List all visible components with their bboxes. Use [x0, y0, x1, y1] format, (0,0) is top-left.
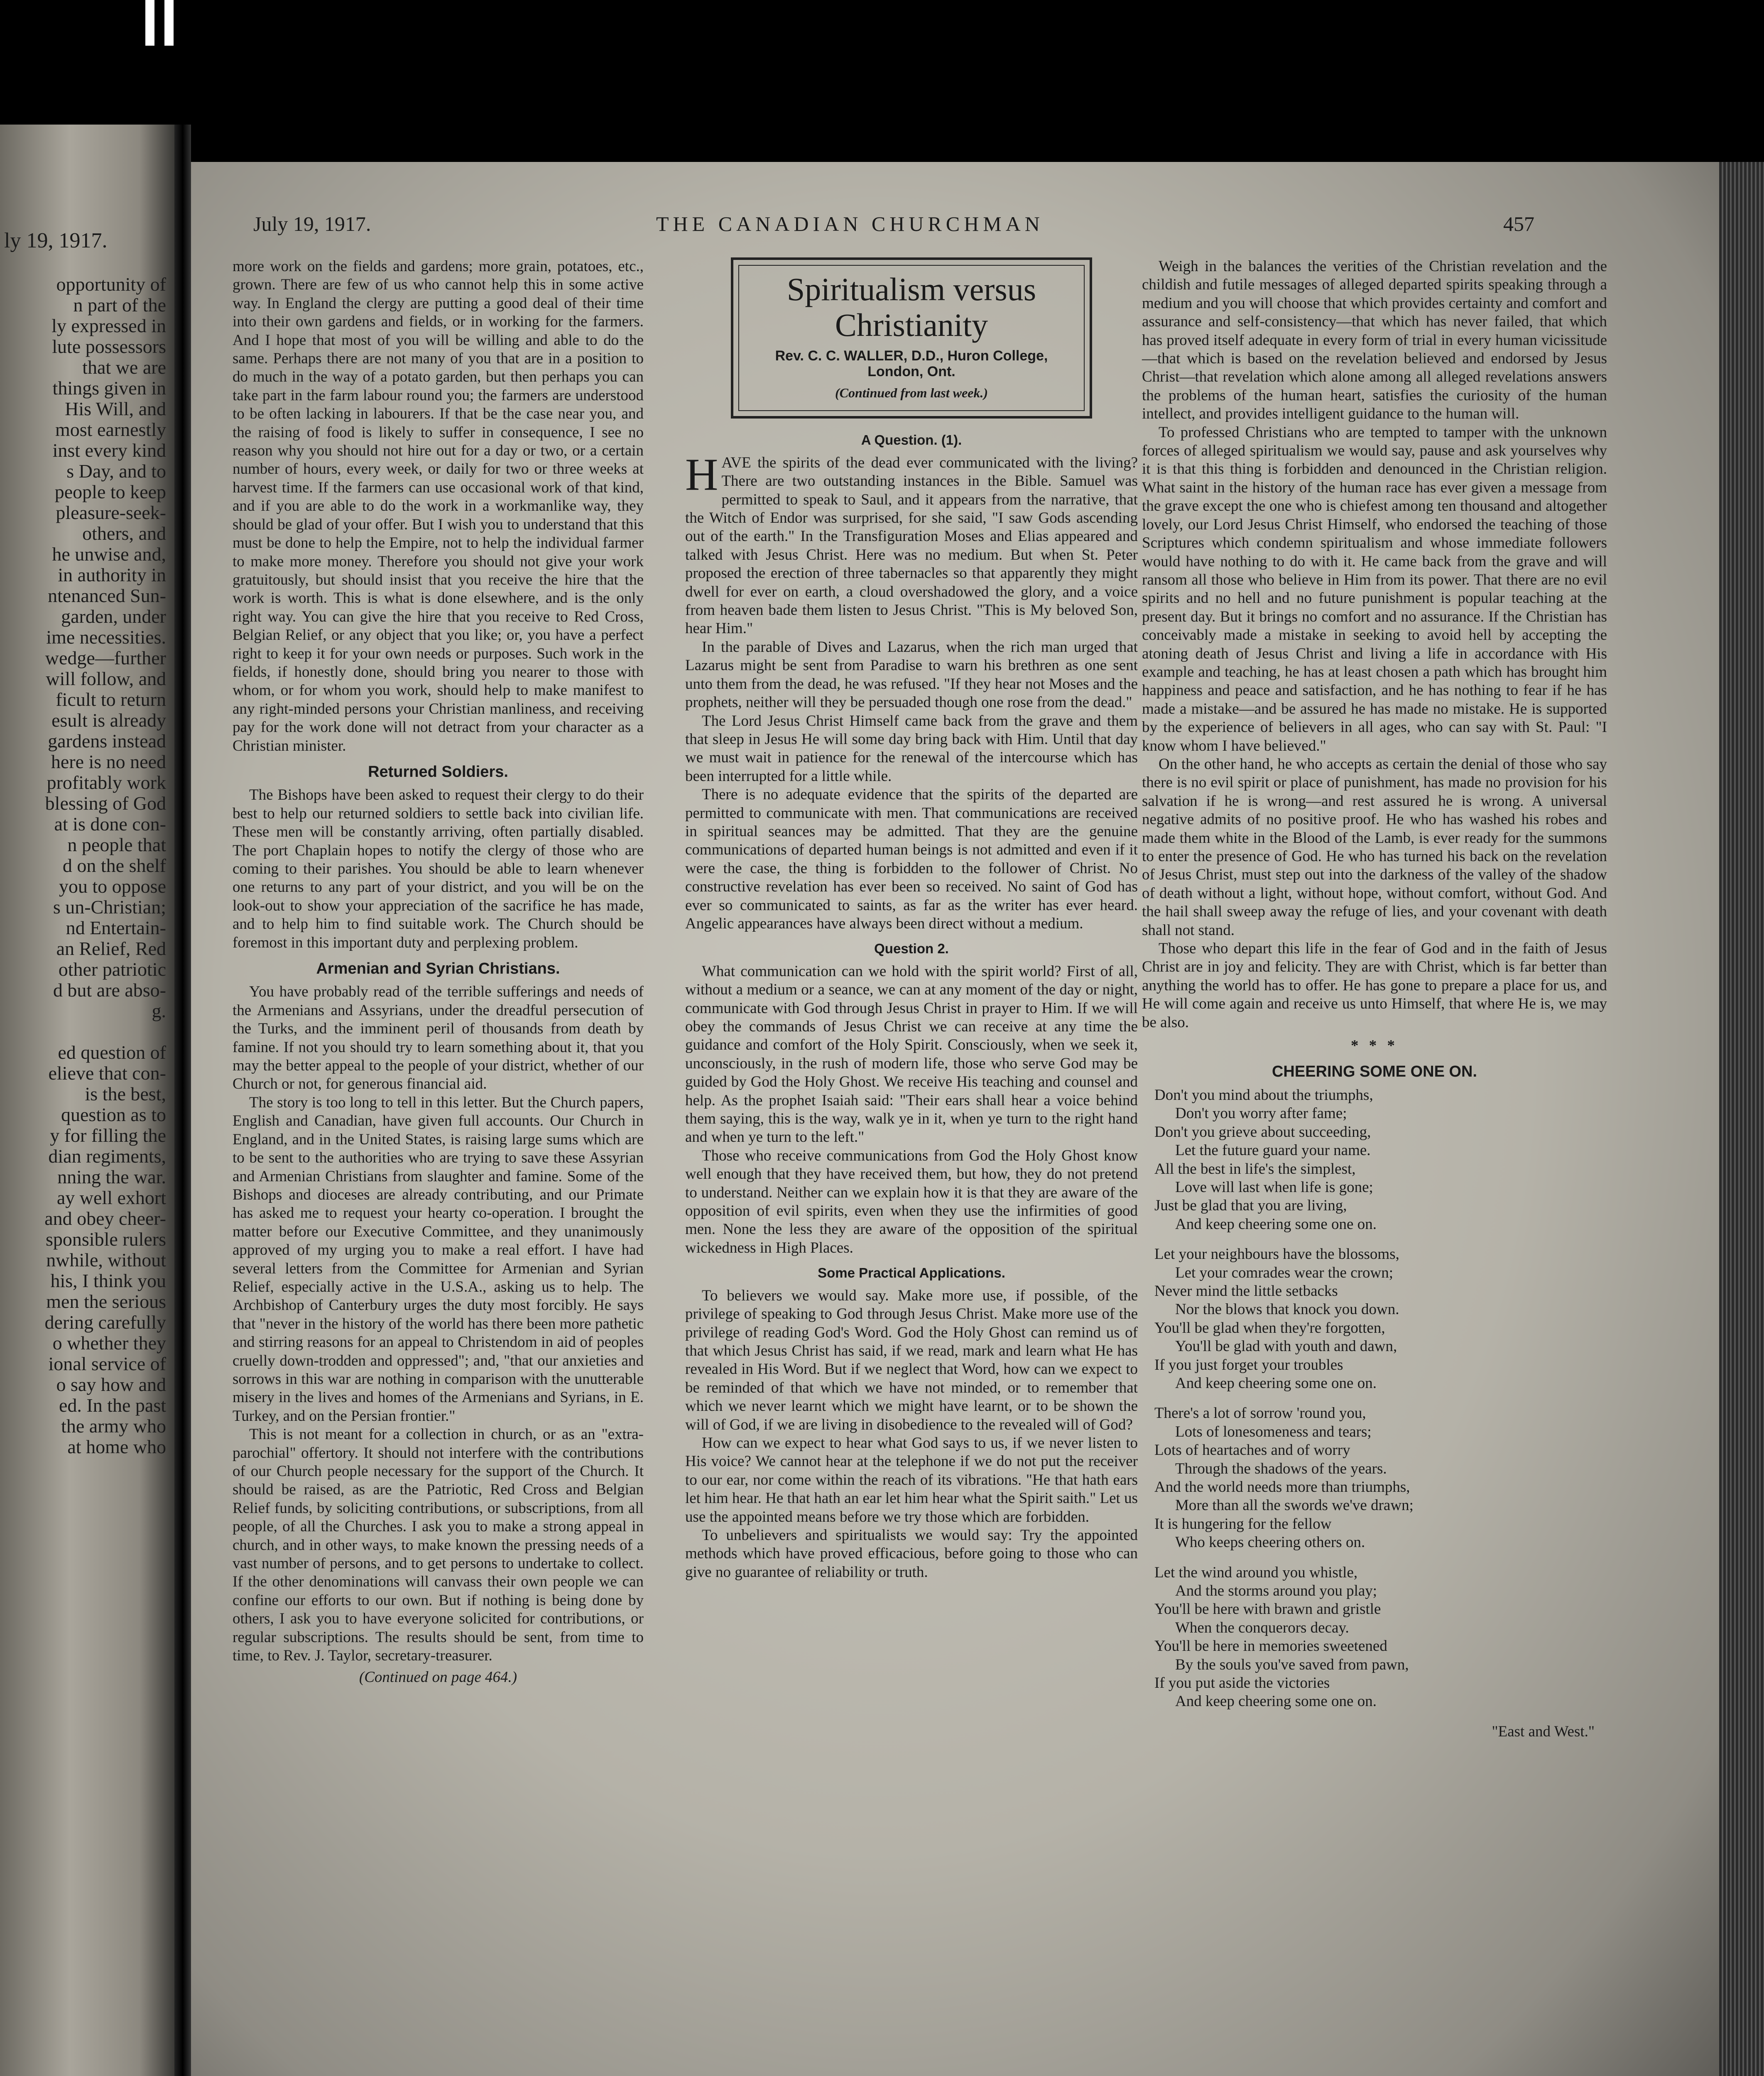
facing-page-line: the army who — [61, 1416, 166, 1437]
paragraph: To professed Christians who are tempted to tamper with the unknown forces of alleged spiritualism we would say, pause and ask yourselves why it is that this thing is forbidden and denounced in the Christian religion. What saint in the history of the human race has ever given a message from the grave except the one who is chiefest among ten thousand and altogether lovely, our Lord Jesus Christ Himself, who endorsed the teaching of those Scriptures which condemn spiritualism and whose immediate followers would have nothing to do with it. He came back from the grave and will ransom all those who believe in Him from its power. That there are no evil spirits and no hell and no future punishment is popular teaching at the present day. But it brings no comfort and no assurance. If the Christian has conceivably made a mistake in seeking to avoid hell by accepting the atoning death of Jesus Christ and living a life in accordance with His example and teaching, he has at least chosen a path which has brought him happiness and peace and satisfaction, and he has nothing to fear if he has made a mistake—and be assured he has made no mistake. He is supported by the experience of believers in all ages, who can say with St. Paul: "I know whom I have believed." — [1142, 424, 1607, 754]
facing-page-line: ed question of — [58, 1042, 166, 1063]
poem-line: Lots of heartaches and of worry — [1154, 1442, 1350, 1459]
poem-line: Just be glad that you are living, — [1154, 1197, 1347, 1214]
column-3 — [1142, 257, 1607, 1741]
col1-intro — [233, 257, 644, 755]
poem-line: Don't you worry after fame; — [1175, 1105, 1347, 1122]
header-title: THE CANADIAN CHURCHMAN — [656, 212, 1044, 235]
poem-line: And the storms around you play; — [1175, 1582, 1377, 1600]
poem-line: Don't you mind about the triumphs, — [1154, 1086, 1373, 1104]
facing-page-line: ficult to return — [56, 689, 166, 710]
heading-practical-applications: Some Practical Applications. — [818, 1265, 1005, 1281]
poem-line: It is hungering for the fellow — [1154, 1515, 1332, 1533]
facing-page-line: dering carefully — [44, 1312, 166, 1333]
paragraph: The Lord Jesus Christ Himself came back from the grave and them that sleep in Jesus He will some day bring back with Him. Until that day we must wait in patience for the renewal of the intercourse which has been interrupted for a little while. — [685, 712, 1138, 785]
paragraph: This is not meant for a collection in church, or as an "extra-parochial" offertory. It should not interfere with the contributions of our Church people necessary for the support of the Church. It should be raised, as are the Patriotic, Red Cross and Belgian Relief funds, by soliciting contributions, or subscriptions, from all people, of all the Churches. I ask you to make a strong appeal in church, and in other ways, to make known the pressing needs of a vast number of persons, and to get persons to undertake to collect. If the other denominations will canvass their own people we can confine our efforts to our own. But if nothing is being done by others, I ask you to have everyone solicited for contributions, or regular subscriptions. The results should be sent, from time to time, to Rev. J. Taylor, secretary-treasurer. — [233, 1426, 644, 1665]
col2-question-2 — [685, 962, 1138, 1258]
paragraph: Weigh in the balances the verities of the Christian revelation and the childish and futile messages of alleged departed spirits speaking through a medium and you will choose that which provides certainty and comfort and assurance and self-consistency—that which has never failed, that which has proved itself adequate in every form of trial in every human vicissitude—that which is based on the revelation believed and endorsed by Jesus Christ—that revelation which alone among all alleged revelations answers the problems of the human heart, satisfies the curiosity of the human intellect, and provides intelligent guidance to the human will. — [1142, 258, 1607, 423]
poem-line: By the souls you've saved from pawn, — [1175, 1656, 1409, 1673]
facing-page-line: wedge—further — [45, 648, 166, 668]
poem-stanza — [1154, 1086, 1607, 1234]
paragraph: The Bishops have been asked to request their clergy to do their best to help our returned soldiers to settle back into civilian life. These men will be constantly arriving, often partially disabled. The port Chaplain hopes to notify the clergy of those who are coming to their parishes. You should be able to learn whenever one returns to any part of your district, and you will be on the look-out to show your appreciation of the sacrifice he has made, and to help him to find suitable work. The Church should be foremost in this important duty and perplexing problem. — [233, 786, 644, 951]
facing-page-line: at is done con- — [54, 814, 166, 835]
paragraph: The story is too long to tell in this letter. But the Church papers, English and Canadian, have given full accounts. Our Church in England, and in the United States, is raising large sums which are to be sent to the authorities who are trying to save these Assyrian and Armenian Christians from slaughter and famine. Some of the Bishops and dioceses are already contributing, and our Primate has asked me to request your hearty co-operation. I brought the matter before our Executive Committee, and they unanimously approved of my urging you to make a real effort. I have had several letters from the Committee for Armenian and Syrian Relief, especially active in the U.S.A., asking us to help. The Archbishop of Canterbury urges the duty most forcibly. He says that "never in the history of the world has there been more pathetic and stirring reasons for an appeal to Christendom in aid of peoples cruelly down-trodden and oppressed"; and, "that our anxieties and sorrows in this war are nothing in comparison with the unutterable misery in the lives and homes of the Armenians and Syrians, in E. Turkey, and on the Persian frontier." — [233, 1094, 644, 1425]
poem-line: And the world needs more than triumphs, — [1154, 1479, 1410, 1496]
poem-line: Let the wind around you whistle, — [1154, 1564, 1358, 1581]
paragraph: Those who depart this life in the fear of God and in the faith of Jesus Christ are in joy and felicity. They are with Christ, which is far better than anything the world has to offer. He has gone to prepare a place for us, and He will come again and receive us unto Himself, that where He is, we may be also. — [1142, 940, 1607, 1031]
column-2 — [685, 257, 1138, 1581]
poem-stanza — [1154, 1404, 1607, 1552]
facing-page-header: ly 19, 1917. — [4, 229, 108, 252]
facing-page-line: question as to — [61, 1104, 166, 1125]
facing-page-line: an Relief, Red — [56, 938, 166, 959]
poem-line: Don't you grieve about succeeding, — [1154, 1123, 1371, 1141]
facing-page-line: will follow, and — [46, 668, 166, 689]
facing-page-line: ntenanced Sun- — [48, 585, 166, 606]
facing-page-line: gardens instead — [48, 731, 166, 752]
facing-page-line: nwhile, without — [46, 1250, 166, 1271]
facing-page-line: pleasure-seek- — [56, 502, 166, 523]
poem-line: Nor the blows that knock you down. — [1175, 1301, 1399, 1318]
facing-page-line: is the best, — [85, 1084, 166, 1104]
facing-page-line: elieve that con- — [48, 1063, 166, 1084]
facing-page-line: other patriotic — [58, 959, 166, 980]
paragraph: AVE the spirits of the dead ever communicated with the living? There are two outstanding instances in the Bible. Samuel was permitted to speak to Saul, and it appears from the narrative, that the Witch of Endor was surprised, for she said, "I saw Gods ascending out of the earth." In the Transfiguration Moses and Elias appeared and talked with Jesus Christ. Here was no medium. But when St. Peter proposed the erection of three tabernacles so that apparently they might dwell for ever on earth, a cloud overshadowed the glory, and a voice from heaven bade them listen to Jesus Christ. "This is My beloved Son, hear Him." — [685, 454, 1138, 637]
facing-page-text — [0, 274, 166, 1457]
facing-page-line: his, I think you — [50, 1271, 166, 1291]
poem-stanza — [1154, 1564, 1607, 1711]
facing-page-line: n people that — [67, 835, 166, 855]
poem-line: And keep cheering some one on. — [1175, 1215, 1377, 1233]
facing-page-line: ay well exhort — [56, 1187, 166, 1208]
poem-line: If you just forget your troubles — [1154, 1356, 1343, 1373]
film-marker — [164, 0, 174, 46]
page-header — [191, 212, 1719, 241]
facing-page-line: nd Entertain- — [66, 918, 166, 938]
facing-page-line: dian regiments, — [48, 1146, 166, 1167]
poem-line: Who keeps cheering others on. — [1175, 1534, 1365, 1551]
heading-returned-soldiers: Returned Soldiers. — [368, 763, 508, 781]
facing-page-line: lute possessors — [52, 336, 166, 357]
facing-page-line: d on the shelf — [62, 855, 166, 876]
col2-practical-applications — [685, 1287, 1138, 1582]
facing-page-line: others, and — [82, 523, 166, 544]
facing-page-line: y for filling the — [50, 1125, 166, 1146]
poem-line: More than all the swords we've drawn; — [1175, 1497, 1414, 1514]
poem-line: Lots of lonesomeness and tears; — [1175, 1423, 1372, 1440]
facing-page-line: inst every kind — [52, 440, 166, 461]
poem-attribution: "East and West." — [1492, 1723, 1595, 1740]
paragraph: In the parable of Dives and Lazarus, when the rich man urged that Lazarus might be sent from Paradise to warn his brethren as one sent unto them from the dead, he was refused. "If they hear not Moses and the prophets, neither will they be persuaded though one rose from the dead." — [685, 638, 1138, 711]
facing-page-line: s Day, and to — [66, 461, 166, 482]
facing-page — [0, 125, 174, 2076]
paragraph: To believers we would say. Make more use, if possible, of the privilege of speaking to God through Jesus Christ. Make more use of the privilege of reading God's Word. God the Holy Ghost can remind us of that which Jesus Christ has said, if we read, mark and learn what He has revealed in His Word. But if we neglect that Word, how can we expect to be reminded of that which we have not minded, or to remember that which we never learnt which we might have learnt, or to be shown the will of God, if we are living in disobedience to the revealed will of God? — [685, 1287, 1138, 1433]
section-divider: * * * — [1351, 1037, 1398, 1055]
poem-line: You'll be glad when they're forgotten, — [1154, 1319, 1385, 1337]
poem-title: CHEERING SOME ONE ON. — [1272, 1063, 1477, 1081]
poem-line: Never mind the little setbacks — [1154, 1282, 1338, 1300]
facing-page-line: esult is already — [51, 710, 166, 731]
newspaper-page — [191, 162, 1719, 2076]
continued-note: (Continued on page 464.) — [359, 1669, 517, 1686]
facing-page-line: men the serious — [46, 1291, 166, 1312]
col3-article-conclusion — [1142, 257, 1607, 1032]
facing-page-line: o say how and — [56, 1374, 166, 1395]
paragraph: There is no adequate evidence that the spirits of the departed are permitted to communicate with men. That communications are received in spiritual seances may be admitted. That they are the genuine communications of departed human beings is not admitted and even if it were the case, the thing is forbidden to the follower of Christ. No constructive revelation has ever been so received. No saint of God has ever so communicated to saints, as far as the writer has ever heard. Angelic appearances have always been direct without a medium. — [685, 786, 1138, 932]
article-author-location: London, Ont. — [867, 364, 956, 379]
article-author: Rev. C. C. WALLER, D.D., Huron College, — [775, 348, 1048, 364]
drop-cap: H — [685, 449, 718, 500]
poem-line: You'll be glad with youth and dawn, — [1175, 1338, 1397, 1355]
facing-page-line: nning the war. — [57, 1167, 166, 1187]
col2-question-1 — [685, 449, 1138, 933]
heading-question-1: A Question. (1). — [861, 432, 962, 448]
facing-page-line: most earnestly — [55, 419, 166, 440]
facing-page-line: g. — [152, 1001, 166, 1021]
poem-line: And keep cheering some one on. — [1175, 1693, 1377, 1710]
poem-line: When the conquerors decay. — [1175, 1619, 1349, 1636]
facing-page-line: ed. In the past — [59, 1395, 166, 1416]
facing-page-line: s un-Christian; — [53, 897, 166, 918]
column-1 — [233, 257, 644, 1687]
poem-line: And keep cheering some one on. — [1175, 1374, 1377, 1392]
poem-line: All the best in life's the simplest, — [1154, 1160, 1356, 1178]
facing-page-line: you to oppose — [59, 876, 166, 897]
film-marker — [145, 0, 154, 46]
paragraph: How can we expect to hear what God says to us, if we never listen to His voice? We cannot hear at the telephone if we do not put the receiver to our ear, nor come within the reach of its vibrations. "He that hath ears let him hear. He that hath an ear let him hear what the Spirit saith." Let us use the appointed means before we try those which are forbidden. — [685, 1434, 1138, 1525]
poem — [1142, 1086, 1607, 1711]
facing-page-line: profitably work — [47, 772, 166, 793]
facing-page-line: he unwise and, — [52, 544, 166, 565]
facing-page-line: blessing of God — [45, 793, 166, 814]
paragraph: Those who receive communications from God the Holy Ghost know well enough that they have received them, but how, they do not pretend to understand. Neither can we explain how it is that they are aware of the opposition of evil spirits, even when they use the infirmities of good men. None the less they are aware of the opposition of the spiritual wickedness in High Places. — [685, 1147, 1138, 1256]
col1-section-returned-soldiers — [233, 786, 644, 952]
facing-page-line: and obey cheer- — [44, 1208, 166, 1229]
facing-page-line: d but are abso- — [53, 980, 166, 1001]
facing-page-line — [0, 1021, 166, 1042]
page-edge — [1719, 162, 1764, 2076]
facing-page-line: garden, under — [61, 606, 166, 627]
facing-page-line: that we are — [82, 357, 166, 378]
heading-armenian-syrian: Armenian and Syrian Christians. — [316, 960, 560, 978]
header-date: July 19, 1917. — [253, 212, 371, 235]
facing-page-line: sponsible rulers — [45, 1229, 166, 1250]
paragraph: What communication can we hold with the spirit world? First of all, without a medium or a seance, we can at any moment of the day or night, communicate with God through Jesus Christ in prayer to Him. If we will obey the commands of Jesus Christ we can receive at any time the guidance and comfort of the Holy Spirit. Consciously, when we seek it, unconsciously, in the rush of modern life, those who serve God may be guided by God the Holy Ghost. We receive His teaching and counsel and help. As the prophet Isaiah said: "Their ears shall hear a voice behind them saying, this is the way, walk ye in it, when ye turn to the right hand and when ye turn to the left." — [685, 962, 1138, 1146]
article-title: Spiritualism versus Christianity — [786, 271, 1036, 343]
continued-from-note: (Continued from last week.) — [835, 385, 988, 400]
header-page-number: 457 — [1503, 212, 1534, 235]
poem-line: You'll be here in memories sweetened — [1154, 1638, 1387, 1655]
poem-line: If you put aside the victories — [1154, 1675, 1330, 1692]
facing-page-line: o whether they — [52, 1333, 166, 1354]
article-title-box — [731, 257, 1092, 419]
poem-line: Let your comrades wear the crown; — [1175, 1264, 1393, 1281]
facing-page-line: here is no need — [51, 752, 166, 772]
paragraph: On the other hand, he who accepts as certain the denial of those who say there is no evil spirit or place of punishment, has made no provision for his salvation if he is wrong—and rest assured he is wrong. A universal negative admits of no positive proof. He who has washed his robes and made them white in the Blood of the Lamb, is ever ready for the summons to enter the presence of God. He who has turned his back on the revelation of Jesus Christ, must step out into the darkness of the valley of the shadow of death without a light, without hope, without comfort, without God. And the hail shall sweep away the refuge of lies, and your covenant with death shall not stand. — [1142, 755, 1607, 939]
facing-page-line: ional service of — [48, 1354, 166, 1374]
facing-page-line: opportunity of — [56, 274, 166, 295]
book-gutter — [174, 125, 191, 2076]
facing-page-line: people to keep — [54, 482, 166, 502]
facing-page-line: things given in — [52, 378, 166, 399]
poem-line: Love will last when life is gone; — [1175, 1178, 1373, 1196]
paragraph: To unbelievers and spiritualists we would say: Try the appointed methods which have proved efficacious, before going to those who can give no guarantee of reliability or truth. — [685, 1526, 1138, 1581]
col1-section-armenian-syrian — [233, 983, 644, 1665]
facing-page-line: at home who — [67, 1437, 166, 1457]
poem-line: You'll be here with brawn and gristle — [1154, 1601, 1381, 1618]
poem-line: Let the future guard your name. — [1175, 1142, 1371, 1159]
paragraph: more work on the fields and gardens; more grain, potatoes, etc., grown. There are few of us who cannot help this in some active way. In England the clergy are putting a good deal of their time into their own gardens and fields, or in working for the farmers. And I hope that most of you will be willing and able to do the same. Perhaps there are not many of you that are in a position to do much in the way of a potato garden, but then perhaps you can take part in the farm labour round you; the farmers are understood to be often lacking in labourers. If that be the case near you, and the raising of food is likely to suffer in consequence, I see no reason why you should not hire out for a day or two, or a certain number of hours, every week, or daily for two or three weeks at harvest time. If the farmers can use occasional work of that kind, and if you are able to do the work in a workmanlike way, they should be glad of your offer. But I wish you to understand that this must be done to help the Empire, not to help the individual farmer to make more money. Therefore you should not give your work gratuitously, but should insist that you receive the hire that the work is worth. This is what is done elsewhere, and is the only right way. You can give the hire that you receive to Red Cross, Belgian Relief, or any object that you like; or, you have a perfect right to keep it for your own needs or purposes. Such work in the fields, if honestly done, should bring you nearer to those with whom, or for whom you work, should help to make manifest to any right-minded persons your Christian manliness, and receiving pay for the work done will not detract from your character as a Christian minister. — [233, 258, 644, 754]
poem-line: There's a lot of sorrow 'round you, — [1154, 1405, 1366, 1422]
facing-page-line: n part of the — [73, 295, 166, 316]
facing-page-line: ly expressed in — [51, 316, 166, 336]
heading-question-2: Question 2. — [874, 941, 949, 957]
poem-line: Let your neighbours have the blossoms, — [1154, 1246, 1399, 1263]
facing-page-line: His Will, and — [65, 399, 166, 419]
poem-stanza — [1154, 1245, 1607, 1393]
poem-line: Through the shadows of the years. — [1175, 1460, 1387, 1477]
facing-page-line: in authority in — [58, 565, 166, 585]
paragraph: You have probably read of the terrible sufferings and needs of the Armenians and Assyrians, under the dreadful persecution of the Turks, and the imminent peril of thousands from death by famine. If not you should try to learn something about it, that you may the better appeal to the people of your district, whether of our Church or not, for generous financial aid. — [233, 983, 644, 1093]
facing-page-line: ime necessities. — [46, 627, 166, 648]
